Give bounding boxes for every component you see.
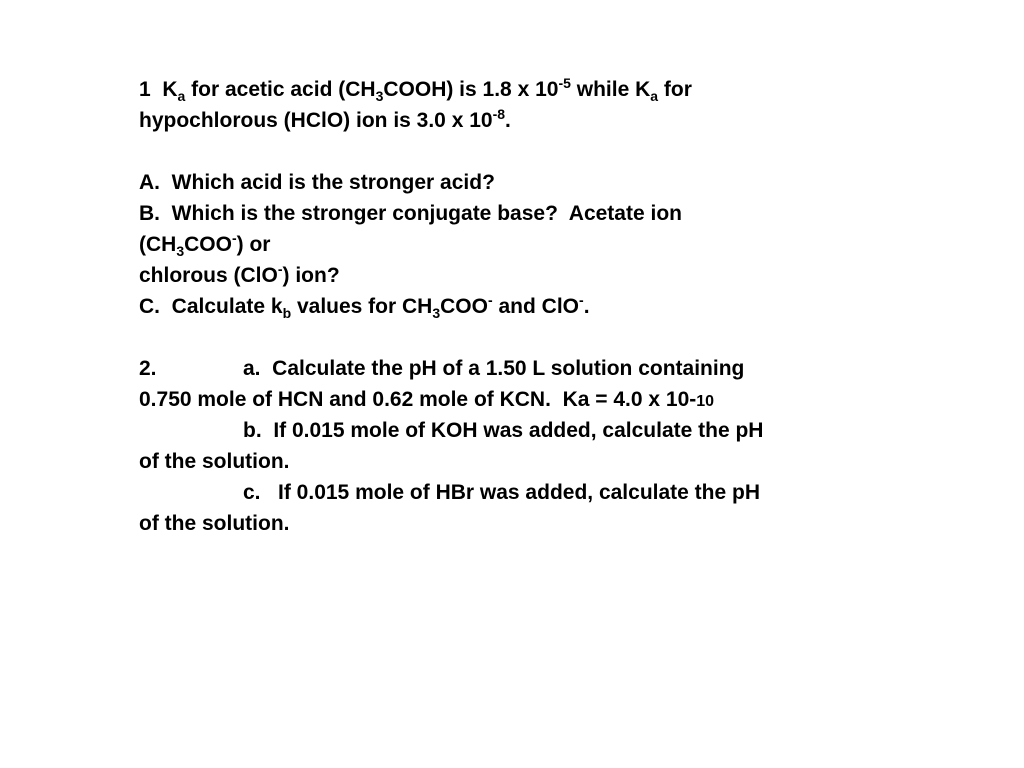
charge-minus: -: [231, 230, 237, 246]
q1-part-a: A. Which acid is the stronger acid?: [139, 171, 495, 194]
q2-a-text: a. Calculate the pH of a 1.50 L solution containing: [243, 357, 745, 380]
q1-text-3: while K: [576, 78, 651, 101]
q1-text-1: for acetic acid (CH: [191, 78, 376, 101]
spacer: [139, 136, 929, 167]
subscript-3: 3: [432, 305, 441, 321]
q1-line2-end: .: [505, 109, 511, 132]
kb-subscript: b: [282, 305, 292, 321]
exponent-1: -5: [558, 75, 571, 91]
b3-text-b: ) ion?: [282, 264, 340, 287]
q2-part-a-line2: [139, 384, 929, 415]
q2-part-c-line1: [139, 477, 929, 508]
c-text-b: values for CH: [296, 295, 433, 318]
c-text-d: and ClO: [498, 295, 580, 318]
b-text-a: (CH: [139, 233, 177, 256]
q2-a-exponent: 10: [696, 393, 715, 410]
ka-subscript-2: a: [650, 88, 659, 104]
spacer: [139, 322, 929, 353]
c-text-c: COO: [440, 295, 488, 318]
subscript-3: 3: [176, 243, 185, 259]
q2-part-a-line1: [139, 353, 929, 384]
q2-number: 2.: [139, 357, 157, 380]
ka-symbol: K: [162, 78, 178, 101]
ka-subscript: a: [177, 88, 186, 104]
q1-line-1: [139, 74, 929, 105]
q1-line2-text: hypochlorous (HClO) ion is 3.0 x 10: [139, 109, 493, 132]
c-text-e: .: [583, 295, 590, 318]
b-text-c: ) or: [236, 233, 271, 256]
q2-a-line2-text: 0.750 mole of HCN and 0.62 mole of KCN. Ka = 4.0 x 10-: [139, 388, 697, 411]
q1-text-2: COOH) is 1.8 x 10: [383, 78, 559, 101]
charge-minus: -: [579, 292, 584, 308]
q2-part-c-line2: of the solution.: [139, 512, 290, 535]
q1-text-4: for: [663, 78, 692, 101]
q2-part-b-line1: [139, 415, 929, 446]
q1-part-b-line1: B. Which is the stronger conjugate base? Acetate ion: [139, 202, 682, 225]
q2-part-b-line2: of the solution.: [139, 450, 290, 473]
q2-c-text: c. If 0.015 mole of HBr was added, calculate the pH: [243, 481, 760, 504]
q1-part-c: [139, 291, 929, 322]
subscript-3: 3: [375, 88, 384, 104]
b-text-b: COO: [184, 233, 232, 256]
c-text-a: C. Calculate k: [139, 295, 283, 318]
problem-set-text: [139, 74, 929, 539]
q1-part-b-line3: [139, 260, 929, 291]
q2-b-text: b. If 0.015 mole of KOH was added, calculate the pH: [243, 419, 764, 442]
q1-number: 1: [139, 78, 151, 101]
q1-line-2: [139, 105, 929, 136]
charge-minus: -: [487, 292, 493, 308]
b3-text-a: chlorous (ClO: [139, 264, 278, 287]
exponent-2: -8: [492, 106, 506, 122]
charge-minus: -: [277, 261, 283, 277]
q1-part-b-line2: [139, 229, 929, 260]
